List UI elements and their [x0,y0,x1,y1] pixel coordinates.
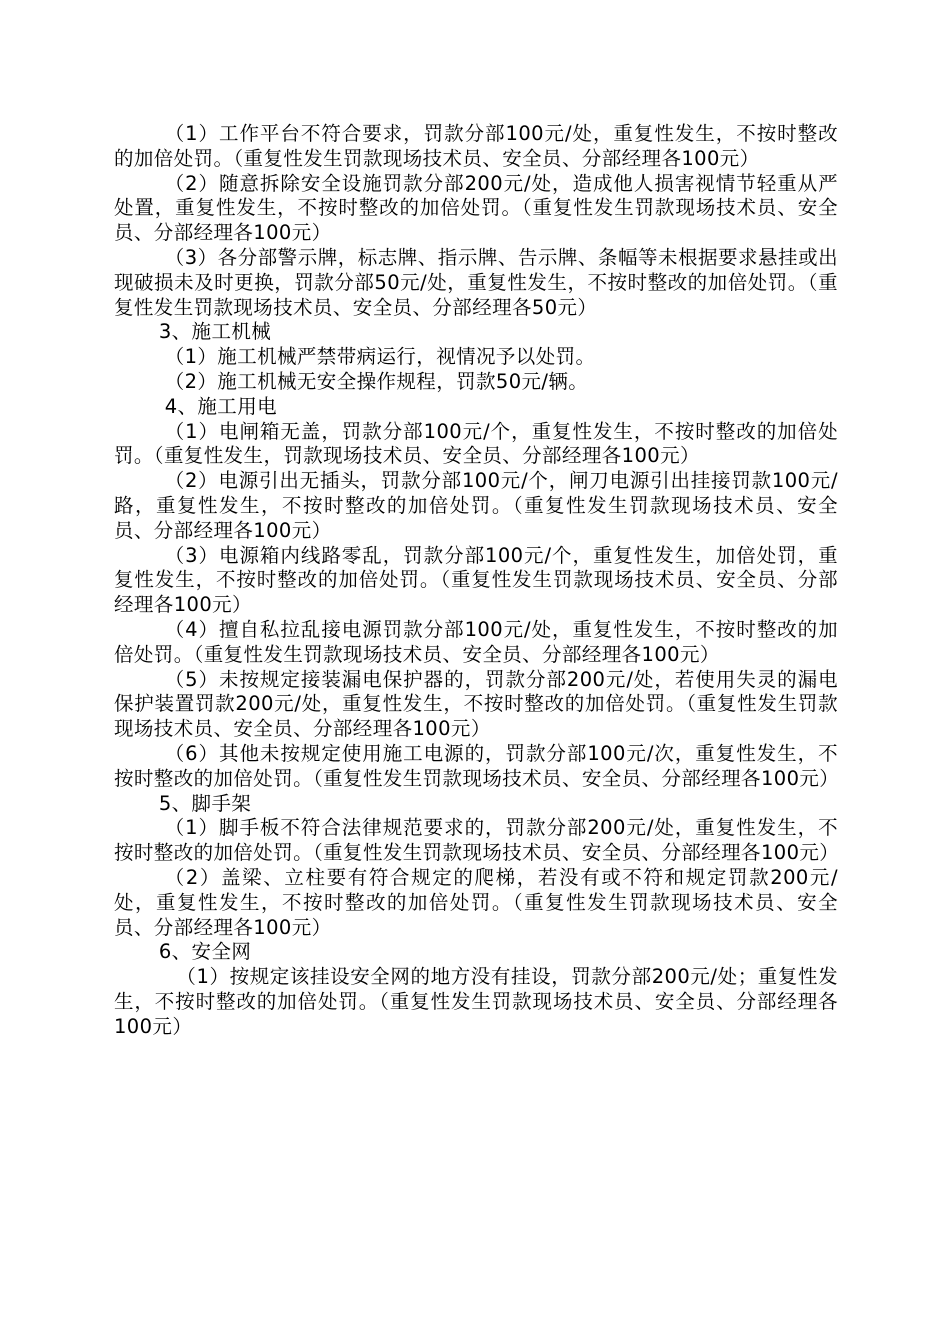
clause-leakage-protector: （5）未按规定接装漏电保护器的，罚款分部200元/处，若使用失灵的漏电保护装置罚款200元/处，重复性发生，不按时整改的加倍处罚。（重复性发生罚款现场技术员、安全员、分部经理各100元） [114,667,838,741]
section-heading-safety-net: 6、安全网 [158,940,252,964]
document-body [114,122,838,1039]
section-heading-electricity: 4、施工用电 [164,394,277,418]
clause-switchbox-cover: （1）电闸箱无盖，罚款分部100元/个，重复性发生，不按时整改的加倍处罚。（重复性发生，罚款现场技术员、安全员、分部经理各100元） [114,419,838,468]
clause-power-plug: （2）电源引出无插头，罚款分部100元/个，闸刀电源引出挂接罚款100元/路，重复性发生，不按时整改的加倍处罚。（重复性发生罚款现场技术员、安全员、分部经理各100元） [114,469,838,542]
clause-safety-facility-removal: （2）随意拆除安全设施罚款分部200元/处，造成他人损害视情节轻重从严处置，重复性发生，不按时整改的加倍处罚。（重复性发生罚款现场技术员、安全员、分部经理各100元） [114,171,838,245]
section-heading-scaffold: 5、脚手架 [158,791,252,815]
clause-safety-net: （1）按规定该挂设安全网的地方没有挂设，罚款分部200元/处；重复性发生，不按时整改的加倍处罚。（重复性发生罚款现场技术员、安全员、分部经理各100元） [114,965,838,1038]
clause-machinery-procedures: （2）施工机械无安全操作规程，罚款50元/辆。 [164,369,589,393]
clause-machinery-fault: （1）施工机械严禁带病运行，视情况予以处罚。 [164,345,596,369]
clause-other-power-use: （6）其他未按规定使用施工电源的，罚款分部100元/次，重复性发生，不按时整改的加倍处罚。（重复性发生罚款现场技术员、安全员、分部经理各100元） [114,741,840,790]
clause-warning-signs: （3）各分部警示牌，标志牌、指示牌、告示牌、条幅等未根据要求悬挂或出现破损未及时更换，罚款分部50元/处，重复性发生，不按时整改的加倍处罚。（重复性发生罚款现场技术员、安全员、分部经理各50元） [114,245,838,319]
clause-unauthorized-wiring: （4）擅自私拉乱接电源罚款分部100元/处，重复性发生，不按时整改的加倍处罚。（重复性发生罚款现场技术员、安全员、分部经理各100元） [114,617,838,666]
clause-box-wiring: （3）电源箱内线路零乱，罚款分部100元/个，重复性发生，加倍处罚，重复性发生，不按时整改的加倍处罚。（重复性发生罚款现场技术员、安全员、分部经理各100元） [114,543,838,617]
section-heading-machinery: 3、施工机械 [158,320,272,344]
clause-scaffold-board: （1）脚手板不符合法律规范要求的，罚款分部200元/处，重复性发生，不按时整改的加倍处罚。（重复性发生罚款现场技术员、安全员、分部经理各100元） [114,816,840,865]
clause-ladder: （2）盖梁、立柱要有符合规定的爬梯，若没有或不符和规定罚款200元/处，重复性发生，不按时整改的加倍处罚。（重复性发生罚款现场技术员、安全员、分部经理各100元） [114,865,838,939]
clause-work-platform: （1）工作平台不符合要求，罚款分部100元/处，重复性发生，不按时整改的加倍处罚。（重复性发生罚款现场技术员、安全员、分部经理各100元） [114,122,838,170]
